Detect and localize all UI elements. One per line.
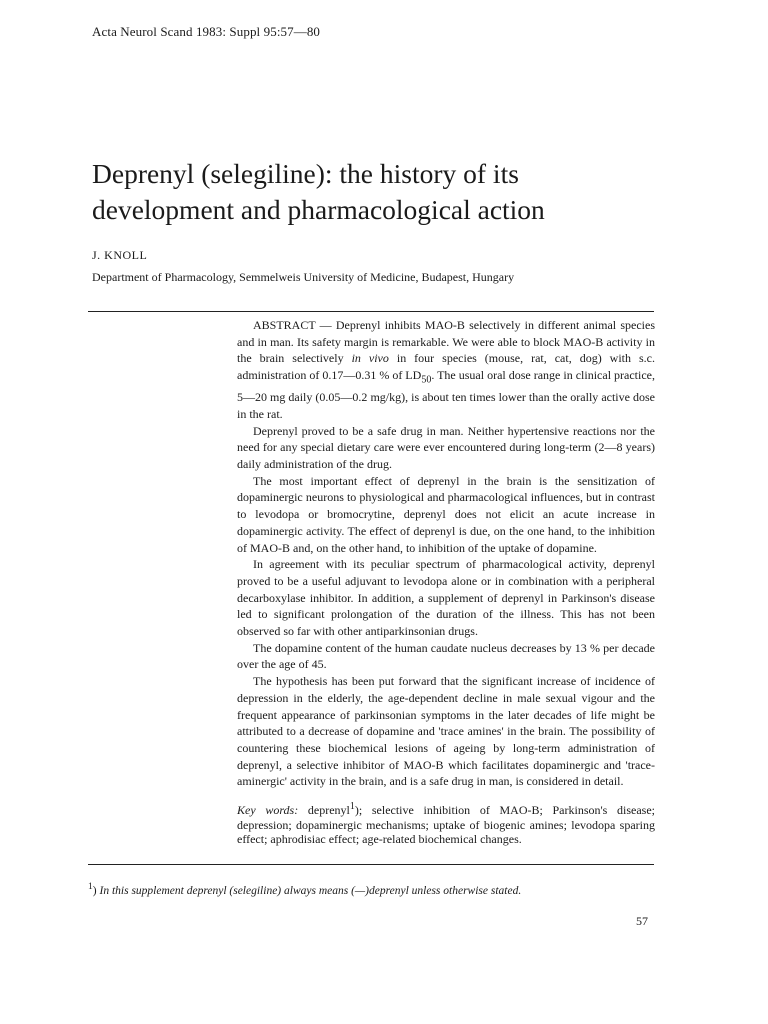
affiliation: Department of Pharmacology, Semmelweis University of Medicine, Budapest, Hungary — [92, 270, 515, 284]
abstract-text: . The usual oral dose range in clinical practice, 5—20 mg daily (0.05—0.2 mg/kg), is about ten times lower than the orally active dose in the rat. — [237, 368, 655, 421]
journal-reference: Acta Neurol Scand 1983: Suppl 95:57—80 — [92, 24, 321, 39]
abstract-paragraph-6: The hypothesis has been put forward that the significant increase of incidence of depression in the elderly, the age-dependent decline in male sexual vigour and the frequent appearance of parkinsonian symptoms in the later decades of life might be attributed to a decrease of dopamine and 'trace amines' in the brain. The possibility of countering these biochemical lesions of ageing by long-term administration of deprenyl, a selective inhibitor of MAO-B which facilitates dopaminergic and 'trace-aminergic' activity in the brain, and is a safe drug in man, is considered in detail. — [237, 674, 655, 789]
page-number: 57 — [636, 914, 648, 928]
footnote-marker-paren: ) — [92, 884, 97, 897]
footnote-marker: 1 — [88, 881, 93, 892]
bottom-divider — [88, 864, 654, 865]
abstract-paragraph-2: Deprenyl proved to be a safe drug in man. Neither hypertensive reactions nor the need for any special dietary care were ever encountered during long-term (2—8 years) daily administration of the drug. — [237, 423, 655, 472]
abstract-paragraph-4: In agreement with its peculiar spectrum of pharmacological activity, deprenyl proved to be a useful adjuvant to levodopa alone or in combination with a peripheral decarboxylase inhibitor. In addition, a supplement of deprenyl in Parkinson's disease led to significant prolongation of the duration of the illness. This has not been observed so far with other antiparkinsonian drugs. — [237, 557, 655, 639]
top-divider — [88, 311, 654, 312]
abstract-paragraph-3: The most important effect of deprenyl in the brain is the sensitization of dopaminergic neurons to physiological and pharmacological influences, but in contrast to levodopa or bromocrytine, deprenyl does not elicit an acute increase in dopaminergic activity. The effect of deprenyl is due, on the one hand, to the inhibition of MAO-B and, on the other hand, to inhibition of the uptake of dopamine. — [237, 473, 655, 555]
keywords-text: deprenyl — [298, 803, 350, 818]
keywords-text: ); selective inhibition of MAO-B; Parkinson's disease; depression; dopaminergic mechanisms; uptake of biogenic amines; levodopa sparing effect; aphrodisiac effect; age-related biochemical changes. — [237, 803, 655, 847]
abstract-paragraph-1 — [237, 317, 655, 423]
keywords-label: Key words: — [237, 803, 299, 818]
abstract — [237, 317, 655, 847]
keywords — [237, 800, 655, 847]
author: J. KNOLL — [92, 248, 148, 262]
abstract-italic-text: in vivo — [351, 351, 389, 366]
footnote-text: In this supplement deprenyl (selegiline) always means (—)deprenyl unless otherwise stated. — [96, 884, 522, 897]
footnote — [88, 881, 654, 897]
abstract-paragraph-5: The dopamine content of the human caudate nucleus decreases by 13 % per decade over the age of 45. — [237, 640, 655, 672]
abstract-text: in four species (mouse, rat, cat, dog) with s.c. administration of 0.17—0.31 % of LD — [237, 351, 655, 383]
subscript: 50 — [421, 374, 432, 386]
article-title — [92, 156, 692, 228]
footnote-reference: 1 — [349, 801, 355, 813]
title-line-1: Deprenyl (selegiline): the history of its — [92, 158, 519, 189]
abstract-text: ABSTRACT — Deprenyl inhibits MAO-B selectively in different animal species and in man. Its safety margin is remarkable. We were able to block MAO-B activity in the brain selectively — [237, 318, 655, 366]
title-line-2: development and pharmacological action — [92, 194, 545, 225]
